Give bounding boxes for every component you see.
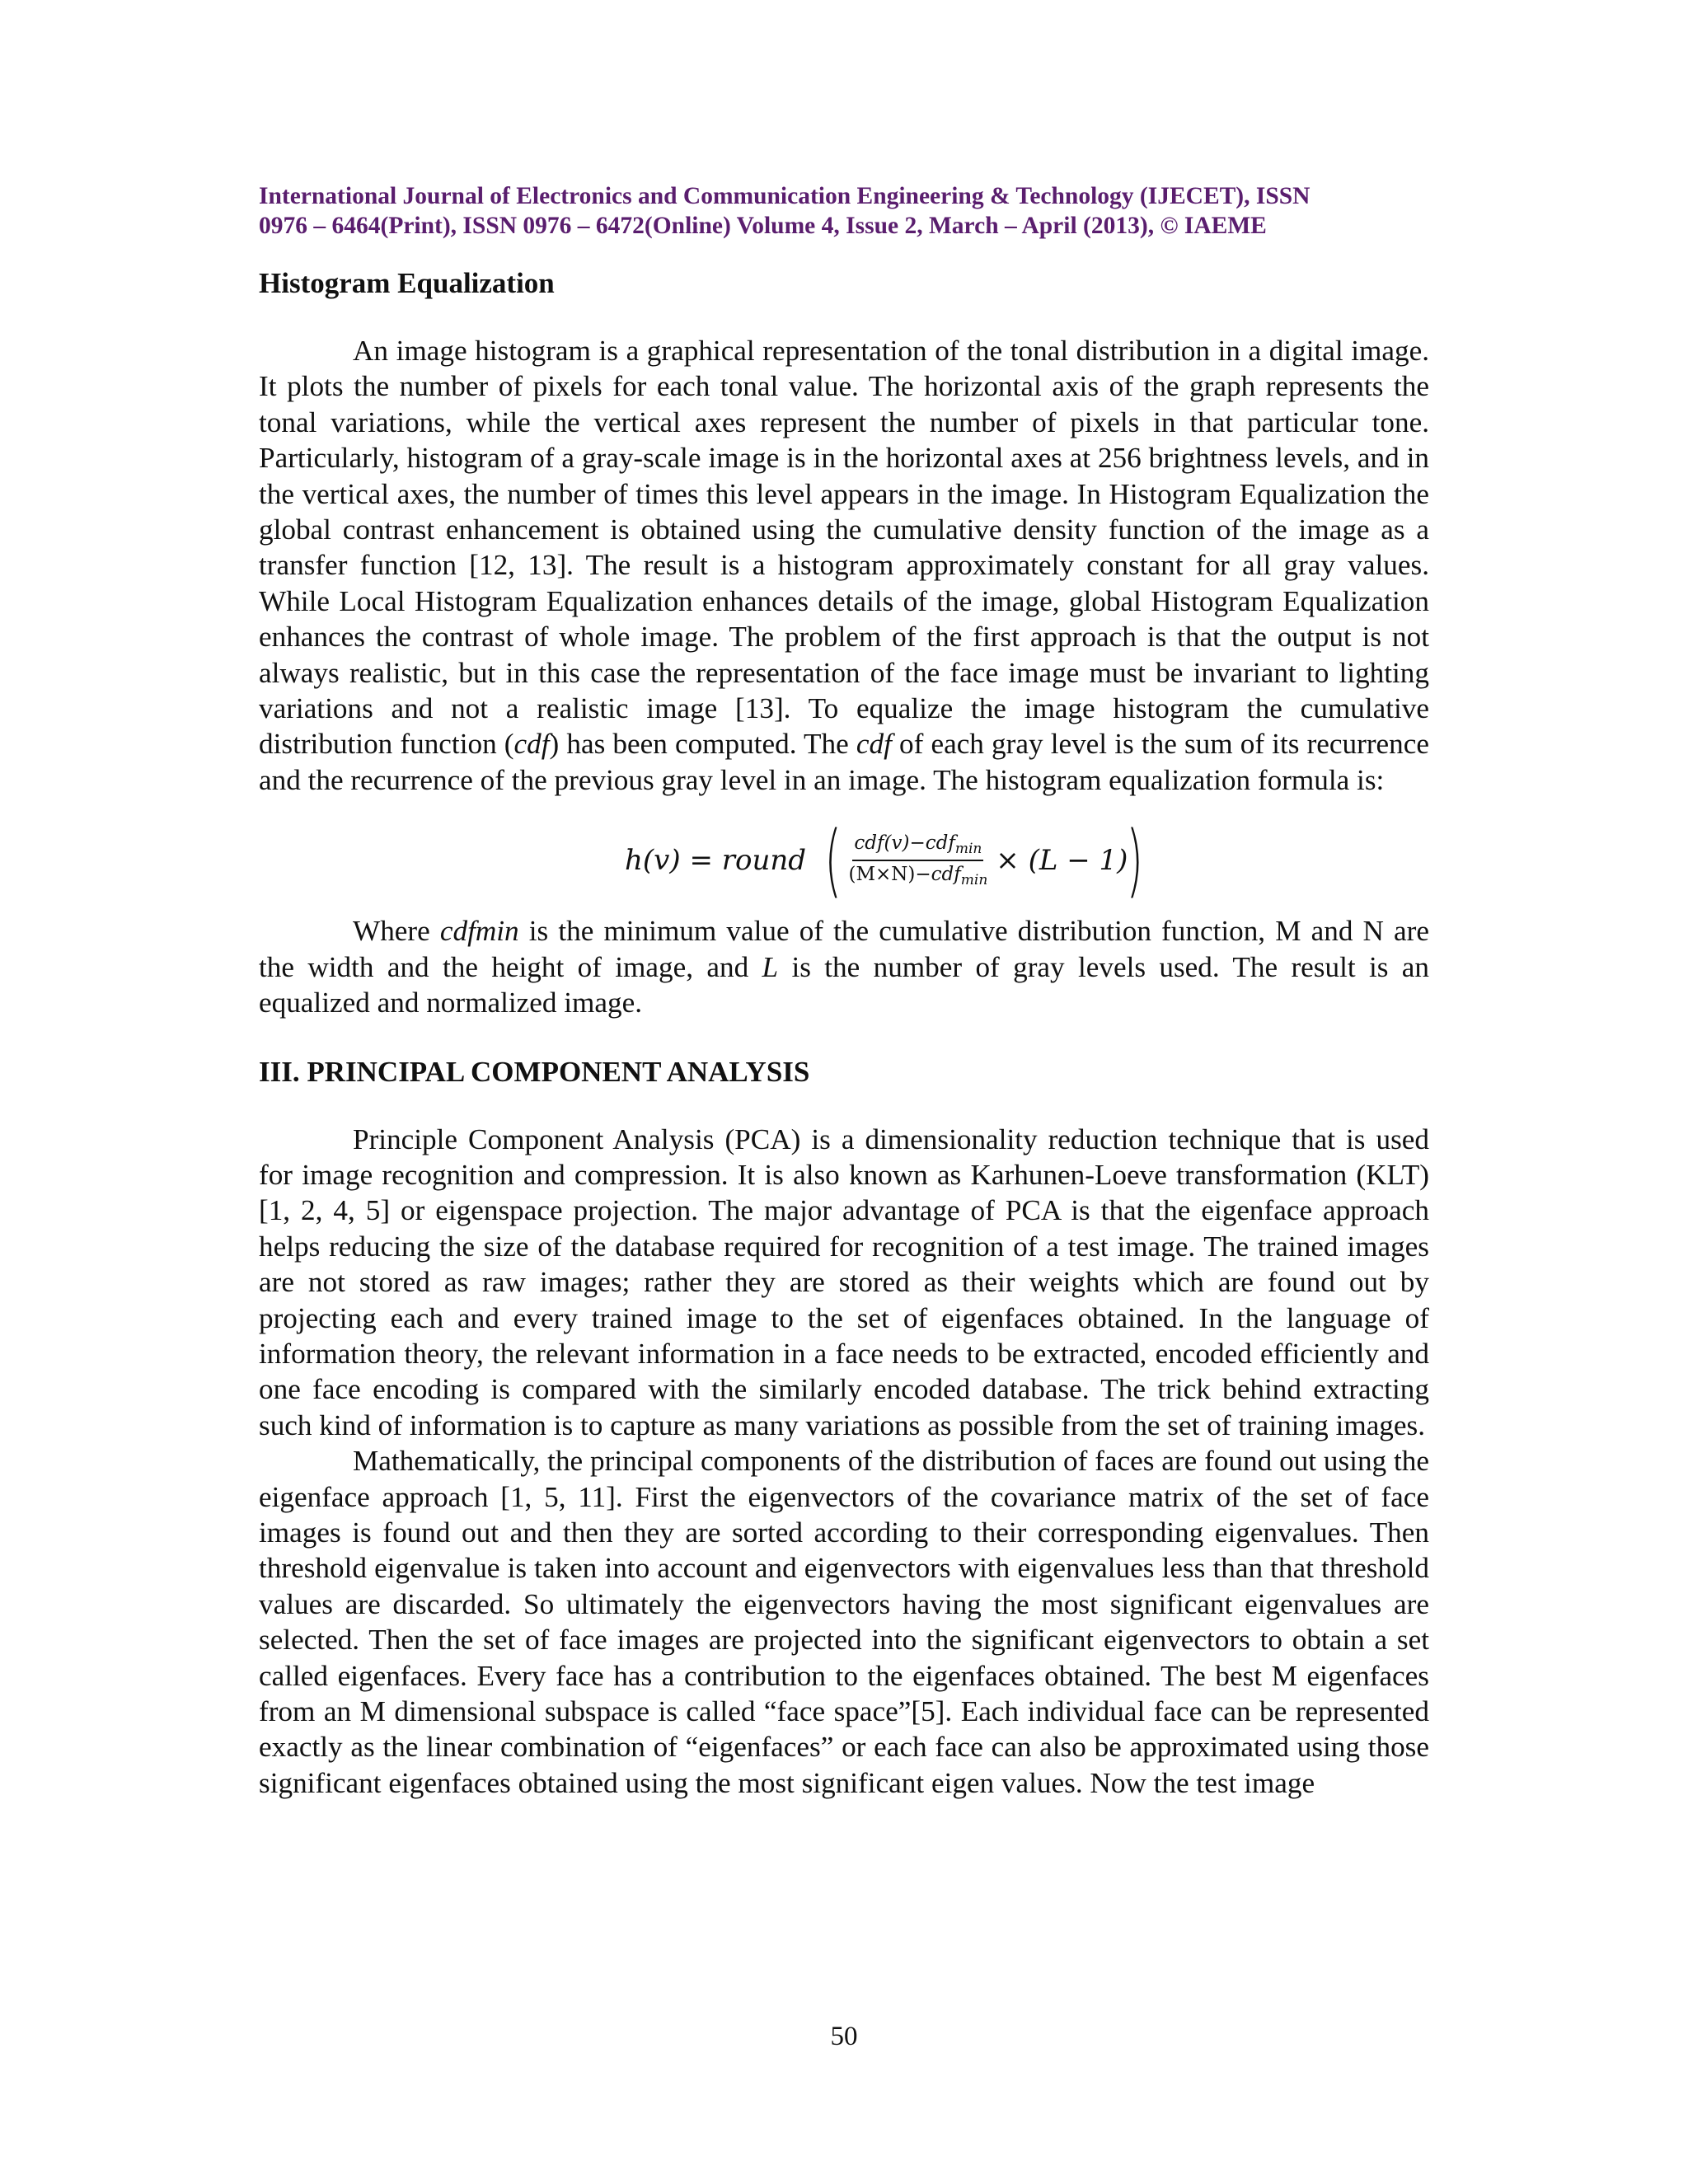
paragraph-pca-intro: Principle Component Analysis (PCA) is a dimensionality reduction technique that is used for image recognition and compression. It is also known as Karhunen-Loeve transformation (KLT) [1, 2, 4, 5] or eigenspace projection. The major advantage of PCA is that the eigenface approach helps reducing the size of the database required for recognition of a test image. The trained images are not stored as raw images; rather they are stored as their weights which are found out by projecting each and every trained image to the set of eigenfaces obtained. In the language of information theory, the relevant information in a face needs to be extracted, encoded efficiently and one face encoding is compared with the similarly encoded database. The trick behind extracting such kind of information is to capture as many variations as possible from the set of training images.	[259, 1122, 1429, 1441]
paragraph-text: An image histogram is a graphical representation of the tonal distribution in a digital image. It plots the number of pixels for each tonal value. The horizontal axis of the graph represents the tonal variations, while the vertical axes represent the number of pixels in that particular tone. Particularly, histogram of a gray-scale image is in the horizontal axes at 256 brightness levels, and in the vertical axes, the number of times this level appears in the image. In Histogram Equalization the global contrast enhancement is obtained using the cumulative density function of the image as a transfer function [12, 13]. The result is a histogram approximately constant for all gray values. While Local Histogram Equalization enhances details of the image, global Histogram Equalization enhances the contrast of whole image. The problem of the first approach is that the output is not always realistic, but in this case the representation of the face image must be invariant to lighting variations and not a realistic image [13]. To equalize the image histogram the cumulative distribution function (	[259, 335, 1429, 761]
journal-header	[259, 181, 1429, 241]
term-cdfmin: cdfmin	[439, 915, 519, 948]
paragraph-cdfmin-explanation	[259, 913, 1429, 1020]
formula-body	[625, 811, 1142, 910]
formula-times-part: × (L − 1)	[996, 844, 1128, 878]
formula-lhs: h(v) = round	[625, 844, 807, 878]
formula-fraction	[846, 832, 989, 888]
paragraph-text: is the number of gray levels used. The result is an equalized and normalized image.	[259, 950, 1430, 1019]
journal-header-line-1: International Journal of Electronics and Communication Engineering & Technology (IJECET), ISSN	[259, 183, 1311, 209]
journal-header-line-2: 0976 – 6464(Print), ISSN 0976 – 6472(Online) Volume 4, Issue 2, March – April (2013), © IAEME	[259, 213, 1267, 239]
left-paren: (	[824, 814, 842, 907]
section-title-pca: III. PRINCIPAL COMPONENT ANALYSIS	[259, 1055, 810, 1088]
term-L: L	[762, 950, 779, 983]
term-cdf: cdf	[856, 728, 892, 761]
section-title-histogram-equalization: Histogram Equalization	[259, 267, 555, 299]
paragraph-pca-math: Mathematically, the principal components of the distribution of faces are found out using the eigenface approach [1, 5, 11]. First the eigenvectors of the covariance matrix of the set of face images is found out and then they are sorted according to their corresponding eigenvalues. Then threshold eigenvalue is taken into account and eigenvectors with eigenvalues less than that threshold values are discarded. So ultimately the eigenvectors having the most significant eigenvalues are selected. Then the set of face images are projected into the significant eigenvectors to obtain a set called eigenfaces. Every face has a contribution to the eigenfaces obtained. The best M eigenfaces from an M dimensional subspace is called “face space”[5]. Each individual face can be represented exactly as the linear combination of “eigenfaces” or each face can also be approximated using those significant eigenfaces obtained using the most significant eigen values. Now the test image	[259, 1445, 1429, 1799]
paragraph-text: is the minimum value of the cumulative distribution function, M and N are the width and the height of image, and	[259, 915, 1429, 983]
histogram-equalization-formula	[259, 811, 1429, 910]
page-content	[259, 181, 1429, 1801]
formula-denominator: (M×N)−cdf$_{min}$	[848, 864, 988, 889]
paragraph-text: of each gray level is the sum of its recurrence and the recurrence of the previous gray level in an image. The histogram equalization formula is:	[259, 728, 1429, 796]
term-cdf: cdf	[513, 728, 550, 761]
paragraph-text: ) has been computed. The	[549, 728, 856, 761]
paragraph-histogram-intro	[259, 333, 1429, 798]
paragraph-text: Where	[353, 915, 440, 948]
formula-numerator: cdf(v)−cdf$_{min}$	[852, 832, 983, 861]
right-paren: )	[1126, 814, 1144, 907]
page-number: 50	[830, 2022, 858, 2051]
